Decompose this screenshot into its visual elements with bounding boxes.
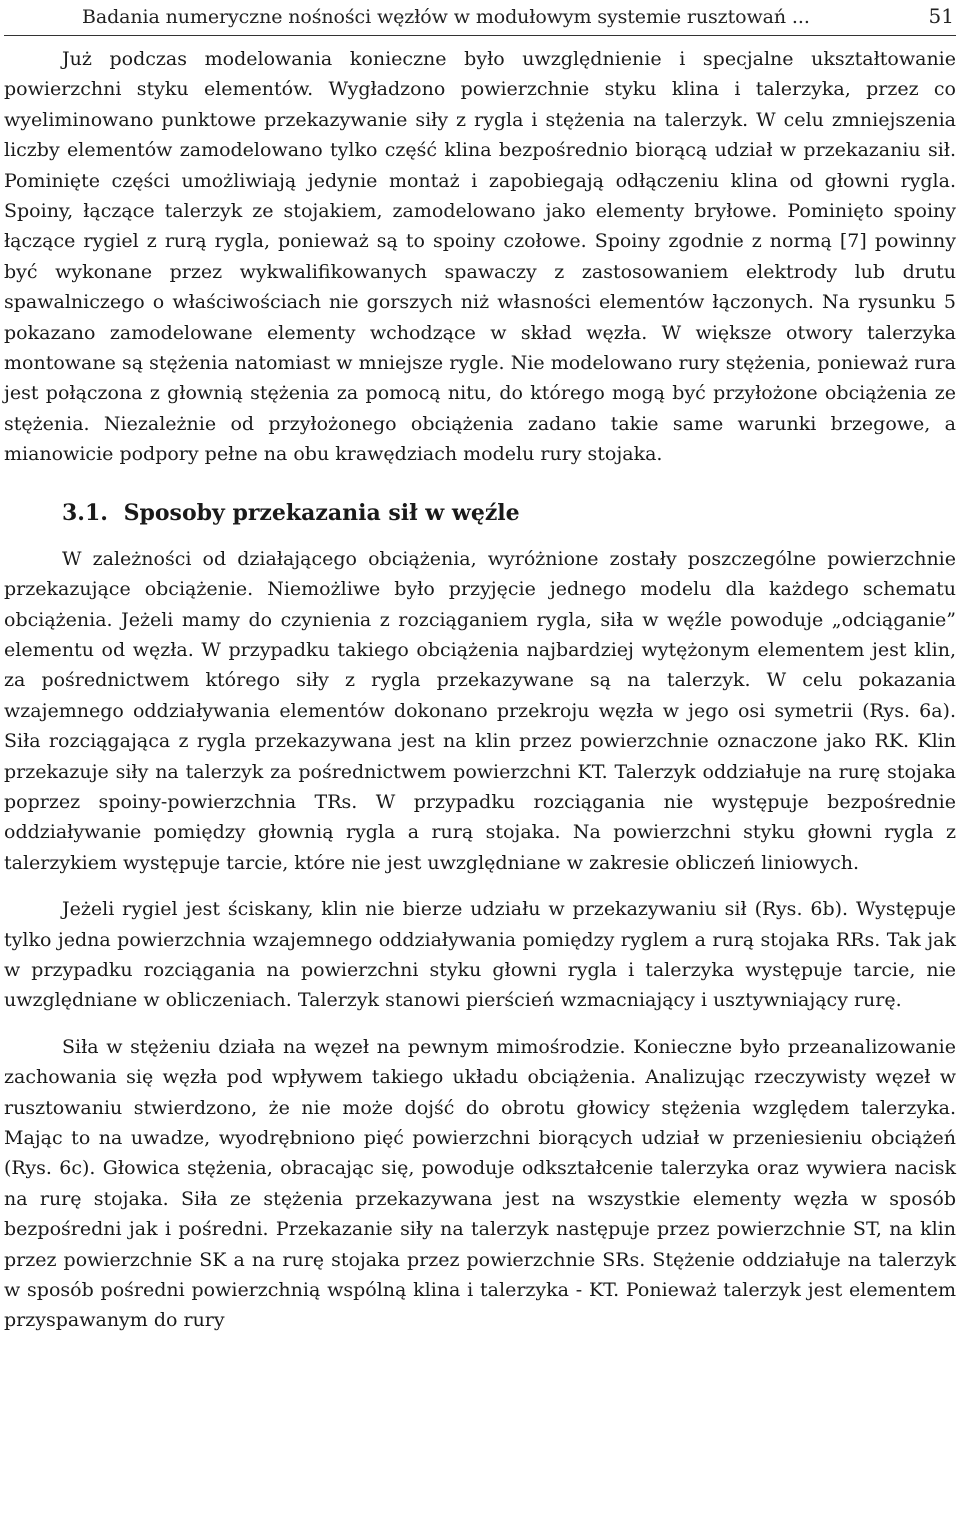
paragraph-section-3: Siła w stężeniu działa na węzeł na pewnym mimośrodzie. Konieczne było przeanalizowanie zachowania się węzła pod wpływem takiego układu obciążenia. Analizując rzeczywisty węzeł w rusztowaniu stwierdzono, że nie może dojść do obrotu głowicy stężenia względem talerzyka. Mając to na uwadze, wyodrębniono pięć powierzchni biorących udział w przeniesieniu obciążeń (Rys. 6c). Głowica stężenia, obracając się, powoduje odkształcenie talerzyka oraz wywiera nacisk na rurę stojaka. Siła ze stężenia przekazywana jest na wszystkie elementy węzła w sposób bezpośredni jak i pośredni. Przekazanie siły na talerzyk następuje przez powierzchnie ST, na klin przez powierzchnie SK a na rurę stojaka przez powierzchnie SRs. Stężenie oddziałuje na talerzyk w sposób pośredni powierzchnią wspólną klina i talerzyka - KT. Ponieważ talerzyk jest elementem przyspawanym do rury <box>4 1035 956 1332</box>
paragraph-section-1: W zależności od działającego obciążenia, wyróżnione zostały poszczególne powierzchnie przekazujące obciążenie. Niemożliwe było przyjęcie jednego modelu dla każdego schematu obciążenia. Jeżeli mamy do czynienia z rozciąganiem rygla, siła w węźle powoduje „odciąganie” elementu od węzła. W przypadku takiego obciążenia najbardziej wytężonym elementem jest klin, za pośrednictwem którego siły z rygla przekazywane są na talerzyk. W celu pokazania wzajemnego oddziaływania elementów dokonano przekroju węzła w jego osi symetrii (Rys. 6a). Siła rozciągająca z rygla przekazywana jest na klin przez powierzchnie oznaczone jako RK. Klin przekazuje siły na talerzyk za pośrednictwem powierzchni KT. Talerzyk oddziałuje na rurę stojaka poprzez spoiny-powierzchnia TRs. W przypadku rozciągania nie występuje bezpośrednie oddziaływanie pomiędzy głownią rygla a rurą stojaka. Na powierzchni styku głowni rygla z talerzykiem występuje tarcie, które nie jest uwzględniane w zakresie obliczeń liniowych. <box>4 547 956 874</box>
running-header <box>82 2 954 32</box>
running-title: Badania numeryczne nośności węzłów w modułowym systemie rusztowań ... <box>82 6 810 28</box>
section-heading <box>62 498 956 528</box>
paragraph-intro-1: Już podczas modelowania konieczne było uwzględnienie i specjalne ukształtowanie powierzchni styku elementów. Wygładzono powierzchnie styku klina i talerzyka, przez co wyeliminowano punktowe przekazywanie siły z rygla i stężenia na talerzyk. W celu zmniejszenia liczby elementów zamodelowano tylko część klina bezpośrednio biorącą udział w przekazaniu sił. Pominięte części umożliwiają jedynie montaż i zapobiegają odłączeniu klina od głowni rygla. Spoiny, łączące talerzyk ze stojakiem, zamodelowano jako elementy bryłowe. Pominięto spoiny łączące rygiel z rurą rygla, ponieważ są to spoiny czołowe. Spoiny zgodnie z normą [7] powinny być wykonane przez wykwalifikowanych spawaczy z zastosowaniem elektrody lub drutu spawalniczego o właściwościach nie gorszych niż własności elementów łączonych. Na rysunku 5 pokazano zamodelowane elementy wchodzące w skład węzła. W większe otwory talerzyka montowane są stężenia natomiast w mniejsze rygle. Nie modelowano rury stężenia, ponieważ rura jest połączona z głownią stężenia za pomocą nitu, do którego mogą być przyłożone obciążenia ze stężenia. Niezależnie od przyłożonego obciążenia zadano takie same warunki brzegowe, a mianowicie podpory pełne na obu krawędziach modelu rury stojaka. <box>4 48 956 466</box>
header-rule <box>4 35 956 36</box>
page-number: 51 <box>928 4 954 28</box>
paragraph-gap <box>4 1016 956 1032</box>
paragraph-gap <box>4 878 956 894</box>
paragraph-section-2: Jeżeli rygiel jest ściskany, klin nie bierze udziału w przekazywaniu sił (Rys. 6b). Występuje tylko jedna powierzchnia wzajemnego oddziaływania pomiędzy ryglem a rurą stojaka RRs. Tak jak w przypadku rozciągania na powierzchni styku głowni rygla i talerzyka występuje tarcie, nie uwzględniane w obliczeniach. Talerzyk stanowi pierścień wzmacniający i usztywniający rurę. <box>4 898 956 1012</box>
section-title: Sposoby przekazania sił w węźle <box>123 499 520 526</box>
section-number: 3.1. <box>62 499 108 526</box>
page-body <box>4 44 956 1336</box>
